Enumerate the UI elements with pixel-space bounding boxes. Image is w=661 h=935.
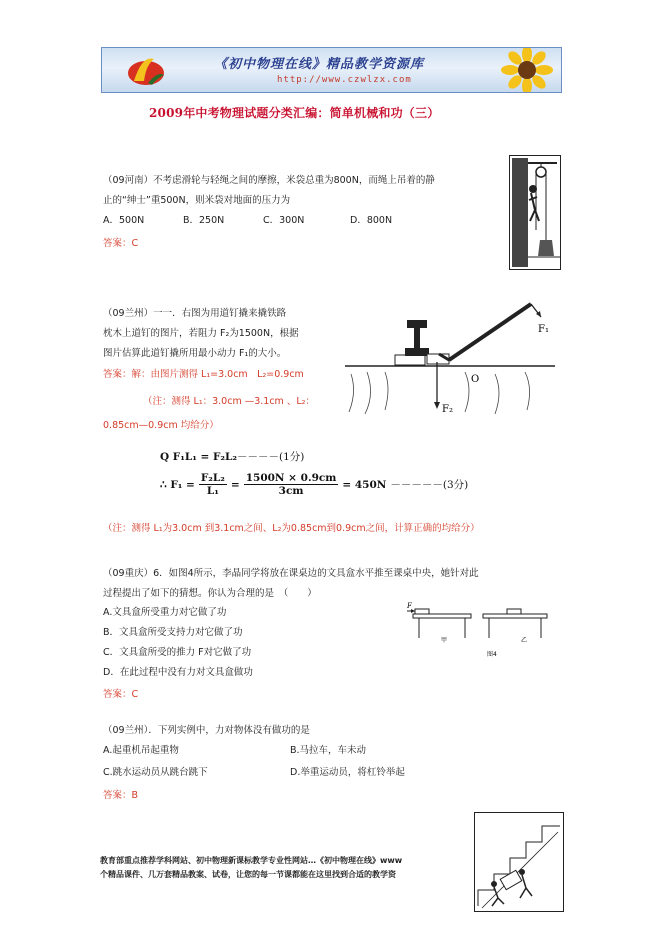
q1-option-d: D．800N xyxy=(350,215,393,226)
pulley-figure xyxy=(509,155,561,270)
fraction-1-num: F₂L₂ xyxy=(200,472,225,484)
banner-url: http://www.czwlzx.com xyxy=(277,75,412,85)
fraction-1-den: L₁ xyxy=(206,485,219,497)
fraction-2-num: 1500N × 0.9cm xyxy=(245,472,337,484)
label-yi: 乙 xyxy=(521,637,528,644)
q3-option-b: B．文具盒所受支持力对它做了功 xyxy=(103,627,243,638)
stairs-figure xyxy=(474,812,564,912)
q2-line1: （09兰州）一一．右图为用道钉撬来撬铁路 xyxy=(103,308,287,319)
q3-option-d: D．在此过程中没有力对文具盒做功 xyxy=(103,667,253,678)
fraction-2-den: 3cm xyxy=(278,485,304,497)
formula-1-tail: －－－－(1分) xyxy=(236,451,305,463)
fraction-2 xyxy=(244,472,339,497)
q2-answer-text: 答案：解：由图片测得 L₁=3.0cm L₂=0.9cm xyxy=(103,369,304,380)
q4-option-b: B.马拉车，车未动 xyxy=(290,745,367,756)
fraction-1 xyxy=(199,472,227,497)
rail-spike-figure xyxy=(345,292,560,420)
q4-option-a: A.起重机吊起重物 xyxy=(103,745,179,756)
q4-option-c: C.跳水运动员从跳台跳下 xyxy=(103,767,208,778)
label-f1: F₁ xyxy=(538,324,549,335)
q4-line1: （09兰州）．下列实例中，力对物体没有做功的是 xyxy=(103,725,310,736)
q2-note3: （注：测得 L₁为3.0cm 到3.1cm之间、L₂为0.85cm到0.9cm之间，计算正确的均给分） xyxy=(103,523,480,534)
label-o: O xyxy=(471,374,480,385)
formula-2-eq: = xyxy=(230,478,240,491)
q1-line2: 止的“绅士”重500N，则米袋对地面的压力为 xyxy=(103,195,291,206)
formula-2-tail: －－－－－(3分) xyxy=(390,479,469,491)
formula-1-lhs: Q F₁L₁ = F₂L₂ xyxy=(160,451,237,463)
label-jia: 甲 xyxy=(441,637,448,644)
q3-option-c: C．文具盒所受的推力 F对它做了功 xyxy=(103,647,252,658)
q1-option-a: A．500N xyxy=(103,215,145,226)
q3-answer: 答案：C xyxy=(103,689,139,700)
formula-2-result: = 450N xyxy=(342,478,387,491)
label-f2: F₂ xyxy=(442,404,453,415)
formula-1 xyxy=(160,449,304,464)
q1-option-c: C．300N xyxy=(263,215,305,226)
q3-option-a: A.文具盒所受重力对它做了功 xyxy=(103,607,227,618)
q3-line2: 过程提出了如下的猜想。你认为合理的是 （ ） xyxy=(103,588,317,599)
footer-line2: 个精品课件、几万套精品教案、试卷，让您的每一节课都能在这里找到合适的教学资 xyxy=(100,870,396,879)
header-banner xyxy=(101,47,562,93)
q4-answer: 答案：B xyxy=(103,790,139,801)
banner-title: 《初中物理在线》精品教学资源库 xyxy=(214,57,425,72)
formula-2-prefix: ∴ F₁ = xyxy=(160,478,195,491)
sunflower-icon xyxy=(494,48,560,92)
q2-note2: 0.85cm—0.9cm 均给分） xyxy=(103,420,219,431)
q2-line3: 图片估算此道钉撬所用最小动力 F₁的大小。 xyxy=(103,348,287,359)
q2-answer xyxy=(103,367,304,383)
site-logo-icon xyxy=(124,51,168,89)
q3-line1: （09重庆）6．如图4所示，李晶同学将放在课桌边的文具盒水平推至课桌中央，她针对此 xyxy=(103,568,479,579)
q2-note1: （注：测得 L₁：3.0cm —3.1cm 、L₂： xyxy=(143,396,315,407)
q1-answer: 答案：C xyxy=(103,238,139,249)
desk-figure xyxy=(403,598,563,660)
figure-4-caption: 图4 xyxy=(487,651,497,658)
q1-option-b: B．250N xyxy=(183,215,225,226)
footer-line1: 教育部重点推荐学科网站、初中物理新课标教学专业性网站…《初中物理在线》www xyxy=(100,856,403,865)
q1-line1: （09河南）不考虑滑轮与轻绳之间的摩擦，米袋总重为800N，而绳上吊着的静 xyxy=(103,175,435,186)
q2-line2: 枕木上道钉的图片，若阻力 F₂为1500N，根据 xyxy=(103,328,299,339)
page-title: 2009年中考物理试题分类汇编：简单机械和功（三） xyxy=(149,106,440,120)
q4-option-d: D.举重运动员，将杠铃举起 xyxy=(290,767,405,778)
formula-2 xyxy=(160,472,468,497)
label-push-f: F xyxy=(407,602,412,610)
